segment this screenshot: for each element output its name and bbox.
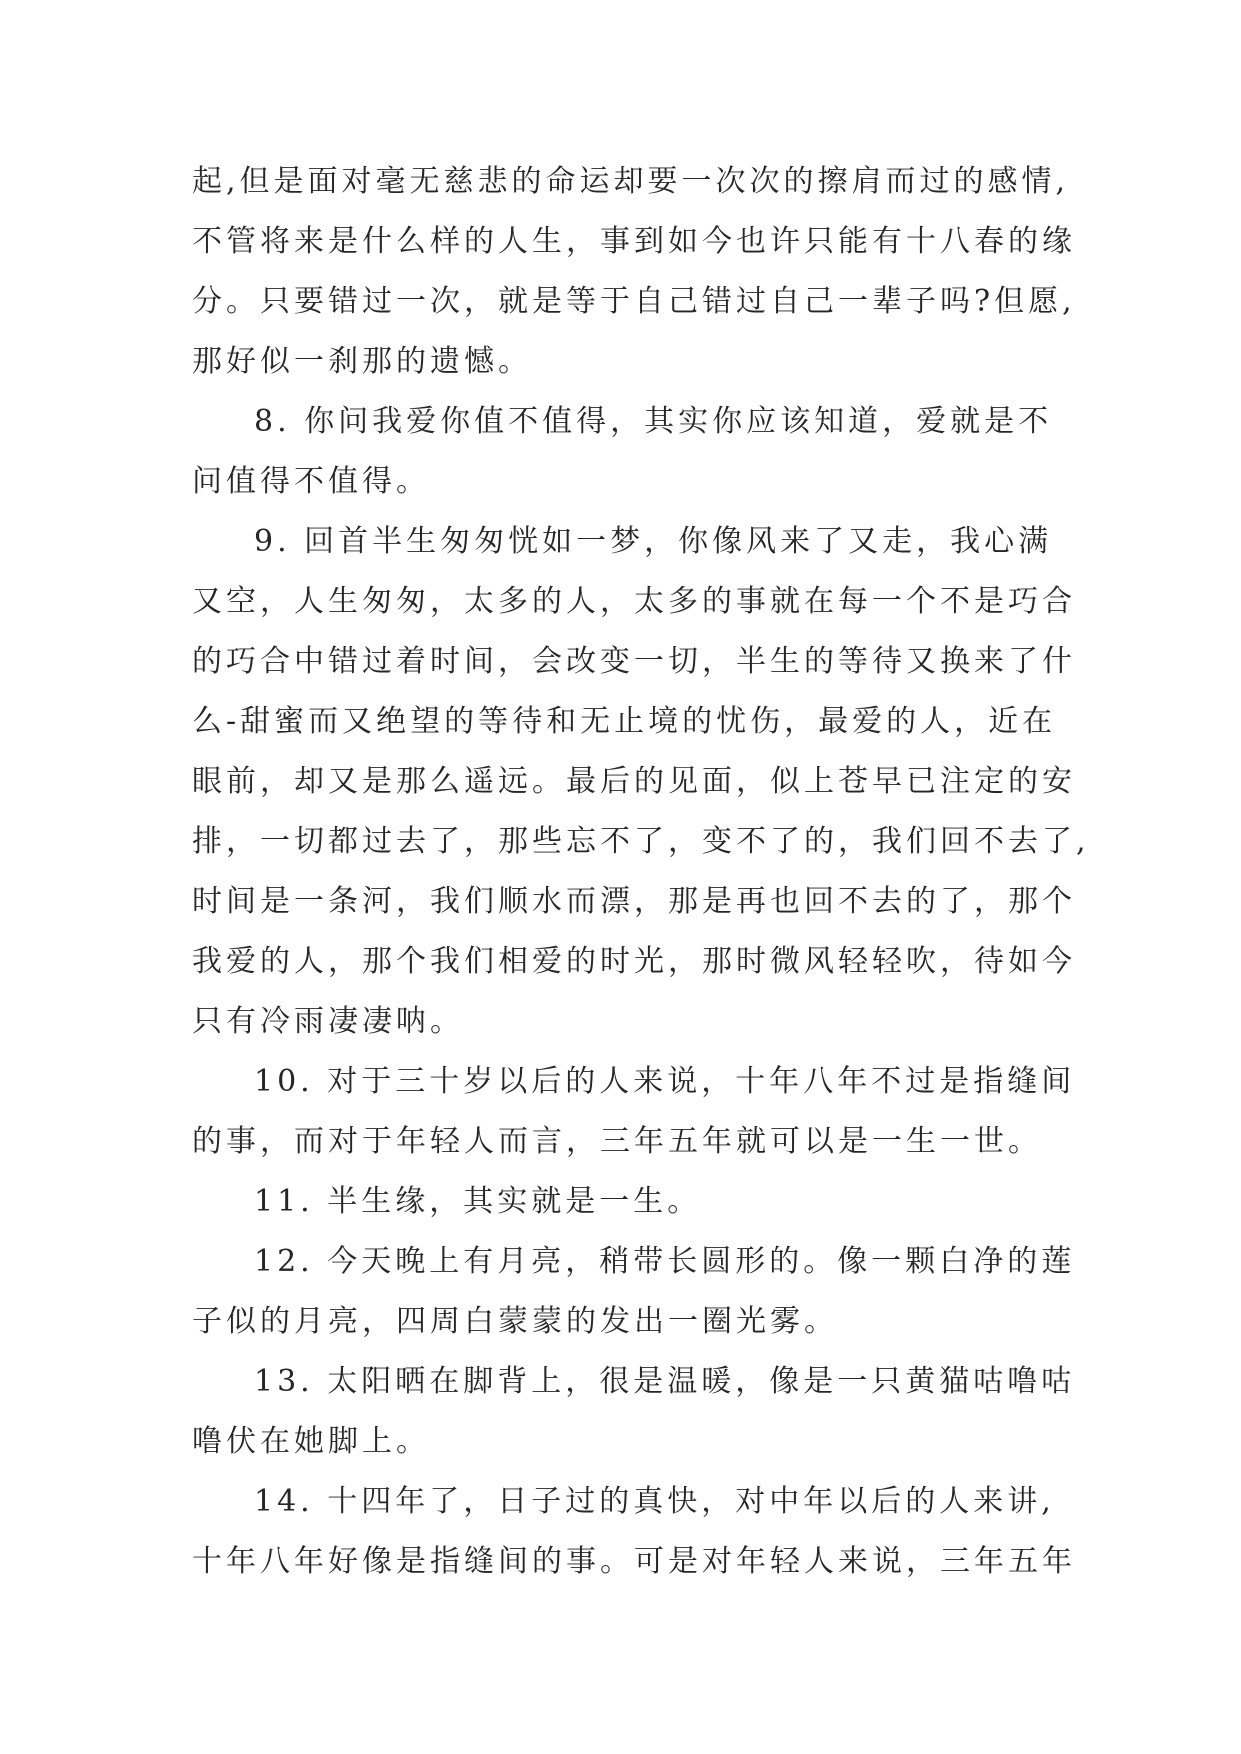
text-line: 只有冷雨凄凄呐。	[192, 1004, 464, 1039]
paragraph-14	[192, 1472, 1092, 1592]
text-line: 时间是一条河，我们顺水而漂，那是再也回不去的了，那个	[192, 884, 1076, 919]
text-line: 问值得不值得。	[192, 464, 430, 499]
text-line: 不管将来是什么样的人生，事到如今也许只能有十八春的缘	[192, 224, 1076, 259]
text-line: 那好似一刹那的遗憾。	[192, 344, 532, 379]
text-line: 13. 太阳晒在脚背上，很是温暖，像是一只黄猫咕噜咕	[254, 1364, 1076, 1399]
text-line: 么-甜蜜而又绝望的等待和无止境的忧伤，最爱的人，近在	[192, 704, 1057, 739]
text-line: 起,但是面对毫无慈悲的命运却要一次次的擦肩而过的感情,	[192, 164, 1070, 199]
paragraph-10	[192, 1052, 1092, 1172]
document-page	[192, 152, 1092, 1592]
text-line: 眼前，却又是那么遥远。最后的见面，似上苍早已注定的安	[192, 764, 1076, 799]
text-line: 的事，而对于年轻人而言，三年五年就可以是一生一世。	[192, 1124, 1042, 1159]
text-line: 排，一切都过去了，那些忘不了，变不了的，我们回不去了,	[192, 824, 1090, 859]
text-line: 噜伏在她脚上。	[192, 1424, 430, 1459]
text-line: 12. 今天晚上有月亮，稍带长圆形的。像一颗白净的莲	[254, 1244, 1076, 1279]
text-line: 分。只要错过一次，就是等于自己错过自己一辈子吗?但愿,	[192, 284, 1076, 319]
text-line: 又空，人生匆匆，太多的人，太多的事就在每一个不是巧合	[192, 584, 1076, 619]
paragraph-12	[192, 1232, 1092, 1352]
text-line: 10. 对于三十岁以后的人来说，十年八年不过是指缝间	[254, 1064, 1076, 1099]
paragraph-9	[192, 512, 1092, 1052]
text-line: 8. 你问我爱你值不值得，其实你应该知道，爱就是不	[254, 404, 1053, 439]
paragraph-11	[192, 1172, 1092, 1232]
paragraph-8	[192, 392, 1092, 512]
text-line: 9. 回首半生匆匆恍如一梦，你像风来了又走，我心满	[254, 524, 1053, 559]
text-line: 十年八年好像是指缝间的事。可是对年轻人来说，三年五年	[192, 1544, 1076, 1579]
text-line: 14. 十四年了，日子过的真快，对中年以后的人来讲,	[254, 1484, 1055, 1519]
text-line: 11. 半生缘，其实就是一生。	[254, 1184, 702, 1219]
text-line: 我爱的人，那个我们相爱的时光，那时微风轻轻吹，待如今	[192, 944, 1076, 979]
text-line: 子似的月亮，四周白蒙蒙的发出一圈光雾。	[192, 1304, 838, 1339]
text-line: 的巧合中错过着时间，会改变一切，半生的等待又换来了什	[192, 644, 1076, 679]
paragraph-13	[192, 1352, 1092, 1472]
paragraph-continued	[192, 152, 1092, 392]
